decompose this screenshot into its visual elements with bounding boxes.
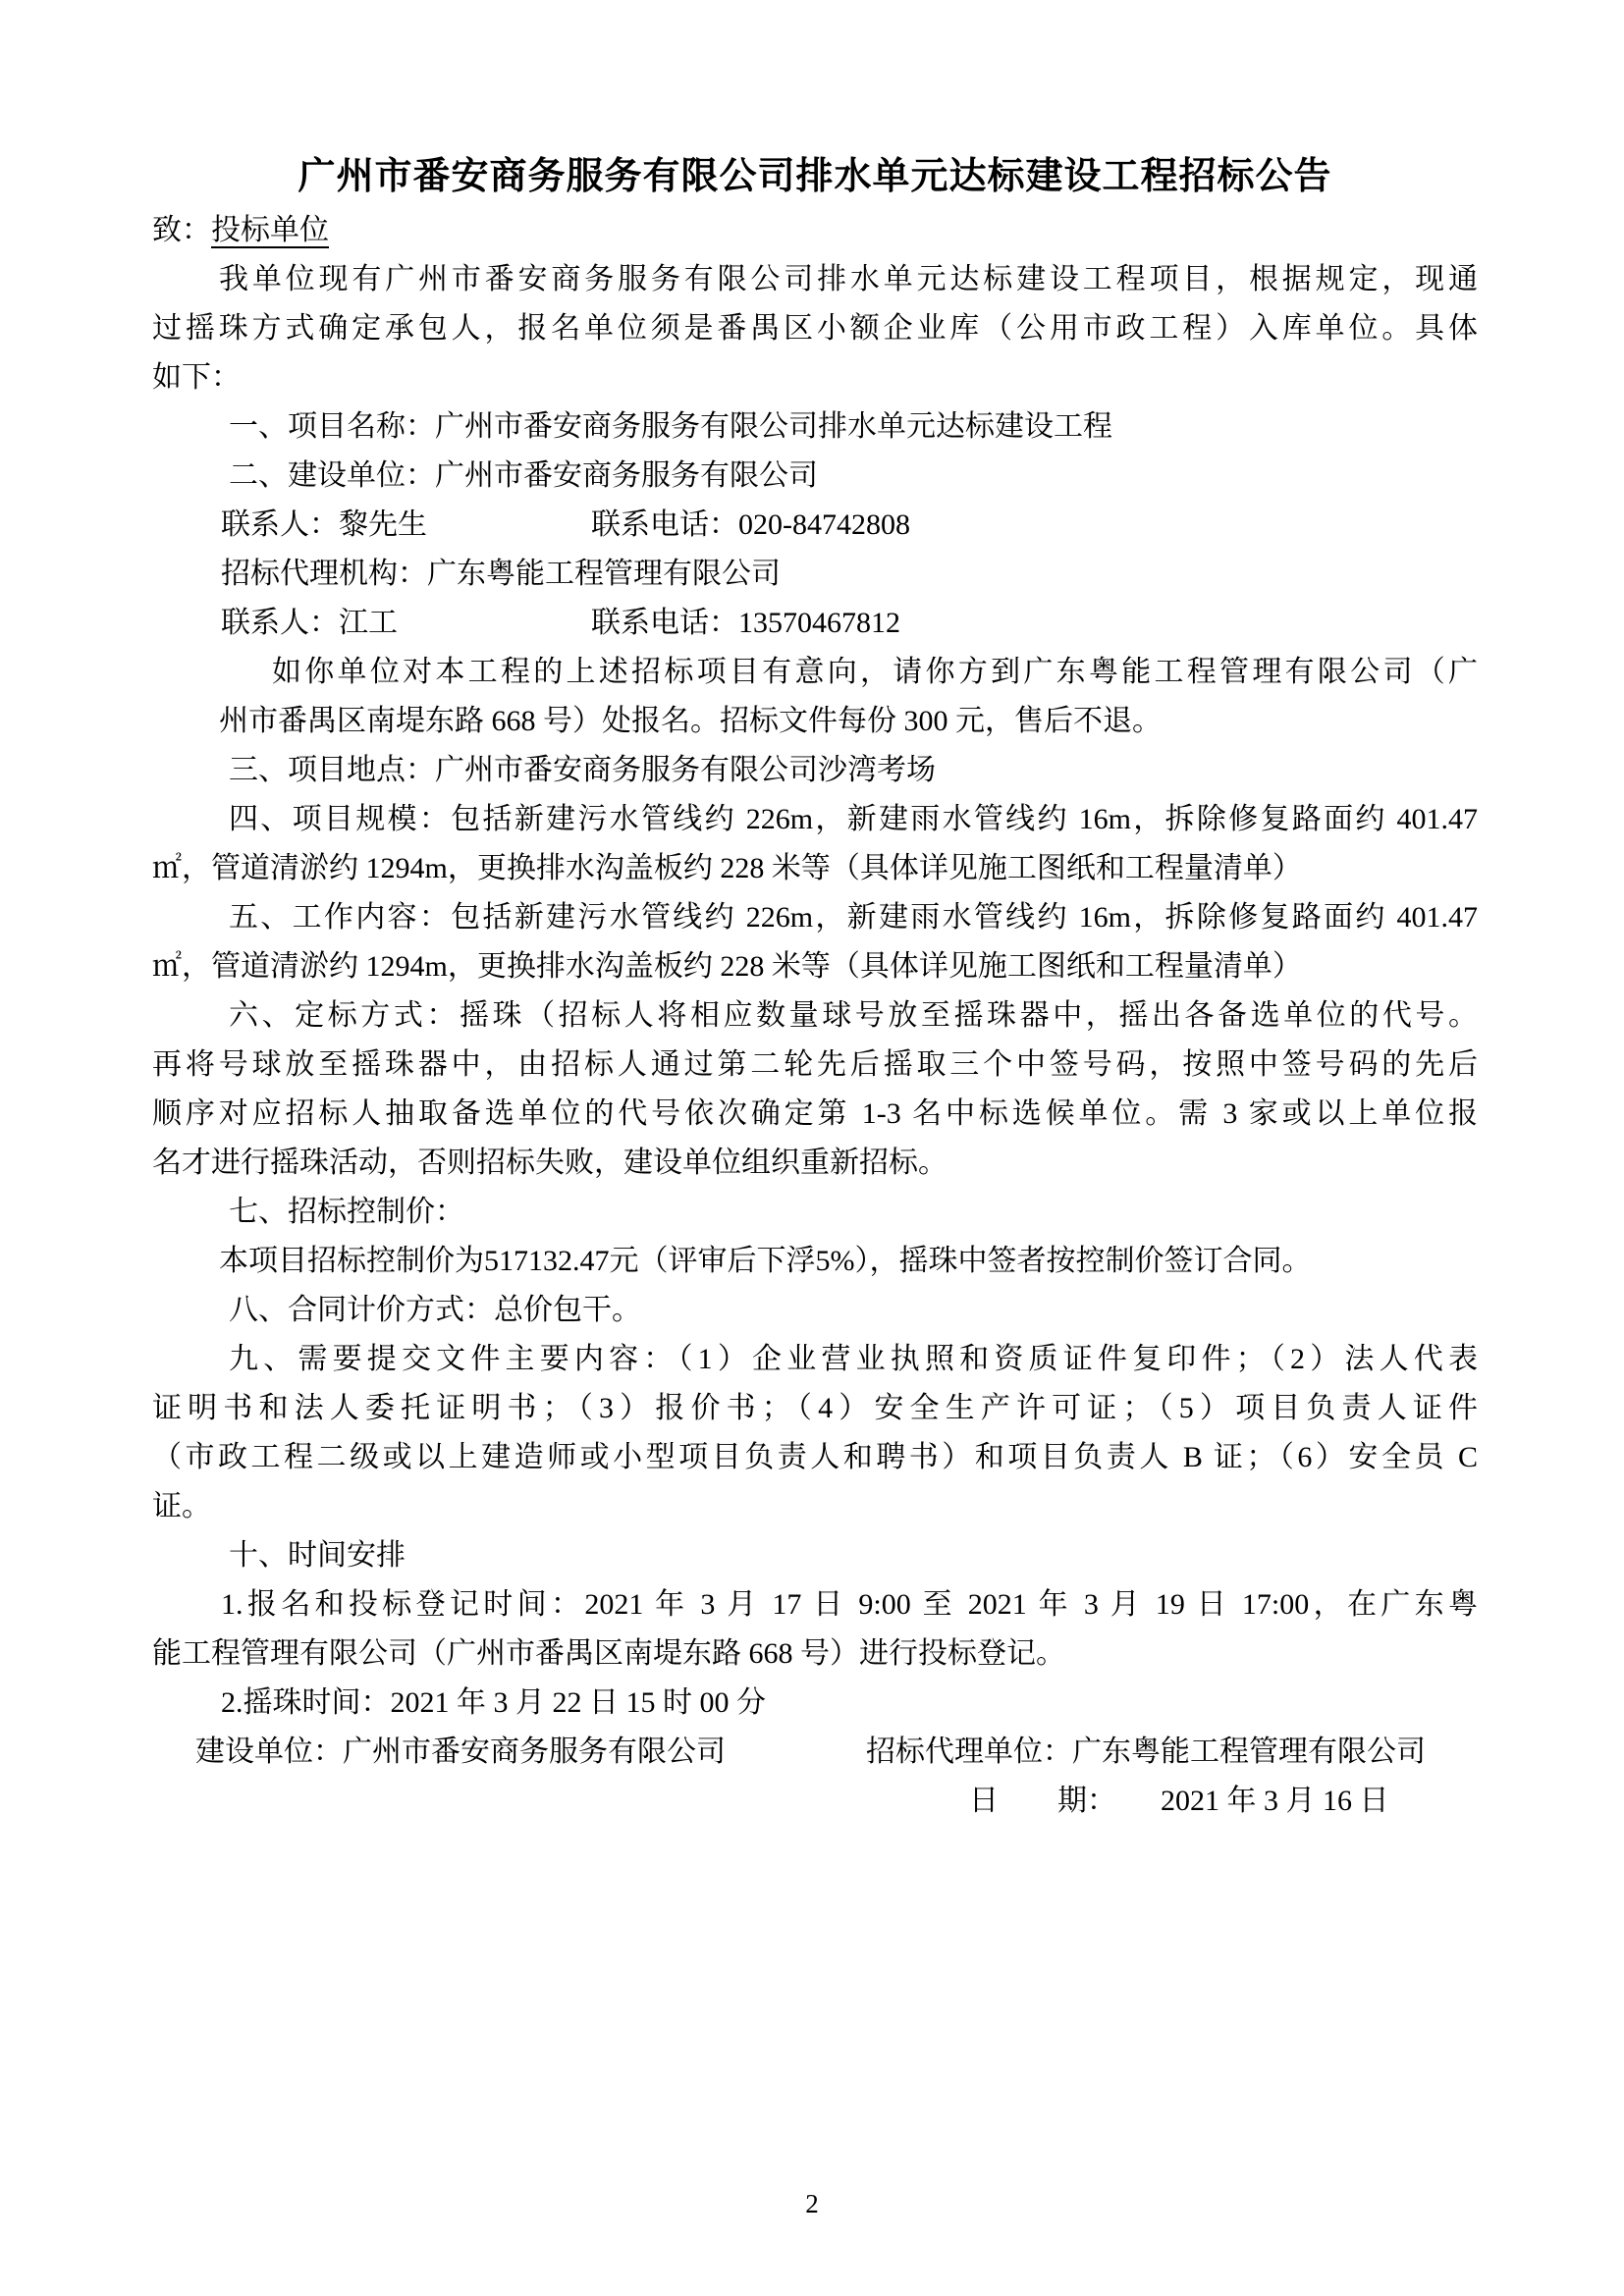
item-8-pricing: 八、合同计价方式：总价包干。 bbox=[229, 1294, 641, 1326]
intro-line-3: 如下： bbox=[152, 361, 241, 394]
item-7-heading: 七、招标控制价： bbox=[229, 1196, 464, 1228]
item-4-scale-line-2: ㎡，管道清淤约 1294m，更换排水沟盖板约 228 米等（具体详见施工图纸和工程量清单） bbox=[152, 852, 1302, 884]
item-7-control-price: 本项目招标控制价为517132.47元（评审后下浮5%），摇珠中签者按控制价签订合同。 bbox=[219, 1245, 1312, 1277]
contact-person-2: 联系人：江工 bbox=[221, 607, 398, 639]
signature-line bbox=[152, 1728, 1478, 1777]
agency-line: 招标代理机构：广东粤能工程管理有限公司 bbox=[221, 558, 781, 590]
item-5-scope-line-2: ㎡，管道清淤约 1294m，更换排水沟盖板约 228 米等（具体详见施工图纸和工程量清单） bbox=[152, 950, 1302, 983]
item-2-owner: 二、建设单位：广州市番安商务服务有限公司 bbox=[229, 459, 818, 492]
item-9-documents-line-3: （市政工程二级或以上建造师或小型项目负责人和聘书）和项目负责人 B 证；（6）安全员 C bbox=[152, 1441, 1478, 1473]
item-6-method-line-4: 名才进行摇珠活动，否则招标失败，建设单位组织重新招标。 bbox=[152, 1147, 947, 1179]
invite-line-2: 州市番禺区南堤东路 668 号）处报名。招标文件每份 300 元，售后不退。 bbox=[219, 705, 1162, 737]
salutation-label: 致： bbox=[152, 214, 211, 246]
item-4-scale-line-1: 四、项目规模：包括新建污水管线约 226m，新建雨水管线约 16m，拆除修复路面约 401.47 bbox=[229, 803, 1478, 835]
contact-line-2 bbox=[152, 599, 1478, 648]
item-10-heading: 十、时间安排 bbox=[229, 1539, 406, 1572]
item-6-method-line-3: 顺序对应招标人抽取备选单位的代号依次确定第 1-3 名中标选候单位。需 3 家或以上单位报 bbox=[152, 1097, 1478, 1130]
contact-phone-1: 联系电话：020-84742808 bbox=[591, 508, 910, 541]
document-title: 广州市番安商务服务有限公司排水单元达标建设工程招标公告 bbox=[298, 156, 1332, 197]
item-6-method-line-2: 再将号球放至摇珠器中，由招标人通过第二轮先后摇取三个中签号码，按照中签号码的先后 bbox=[152, 1048, 1478, 1081]
signature-agent: 招标代理单位：广东粤能工程管理有限公司 bbox=[866, 1735, 1426, 1768]
invite-line-1: 如你单位对本工程的上述招标项目有意向，请你方到广东粤能工程管理有限公司（广 bbox=[272, 656, 1478, 688]
contact-phone-2: 联系电话：13570467812 bbox=[591, 607, 900, 639]
item-9-documents-line-1: 九、需要提交文件主要内容：（1）企业营业执照和资质证件复印件；（2）法人代表 bbox=[229, 1343, 1478, 1375]
document-body bbox=[152, 147, 1478, 1826]
item-10-schedule-1-line-1: 1.报名和投标登记时间：2021 年 3 月 17 日 9:00 至 2021 年 3 月 19 日 17:00，在广东粤 bbox=[221, 1588, 1478, 1621]
signature-builder: 建设单位：广州市番安商务服务有限公司 bbox=[195, 1735, 726, 1768]
item-10-schedule-1-line-2: 能工程管理有限公司（广州市番禺区南堤东路 668 号）进行投标登记。 bbox=[152, 1637, 1065, 1670]
signature-date: 日 期： 2021 年 3 月 16 日 bbox=[969, 1785, 1389, 1817]
intro-line-2: 过摇珠方式确定承包人，报名单位须是番禺区小额企业库（公用市政工程）入库单位。具体 bbox=[152, 312, 1478, 345]
salutation-line bbox=[152, 206, 1478, 255]
item-9-documents-line-4: 证。 bbox=[152, 1490, 211, 1522]
salutation-recipient: 投标单位 bbox=[211, 214, 329, 246]
contact-line-1 bbox=[152, 501, 1478, 550]
item-3-location: 三、项目地点：广州市番安商务服务有限公司沙湾考场 bbox=[229, 754, 936, 786]
page-number: 2 bbox=[805, 2189, 819, 2218]
item-5-scope-line-1: 五、工作内容：包括新建污水管线约 226m，新建雨水管线约 16m，拆除修复路面约 401.47 bbox=[229, 901, 1478, 934]
item-9-documents-line-2: 证明书和法人委托证明书；（3）报价书；（4）安全生产许可证；（5）项目负责人证件 bbox=[152, 1392, 1478, 1424]
intro-line-1: 我单位现有广州市番安商务服务有限公司排水单元达标建设工程项目，根据规定，现通 bbox=[219, 263, 1478, 295]
item-1-project-name: 一、项目名称：广州市番安商务服务有限公司排水单元达标建设工程 bbox=[229, 410, 1112, 443]
contact-person-1: 联系人：黎先生 bbox=[221, 508, 427, 541]
item-6-method-line-1: 六、定标方式：摇珠（招标人将相应数量球号放至摇珠器中，摇出各备选单位的代号。 bbox=[229, 999, 1478, 1032]
item-10-schedule-2: 2.摇珠时间：2021 年 3 月 22 日 15 时 00 分 bbox=[221, 1686, 766, 1719]
